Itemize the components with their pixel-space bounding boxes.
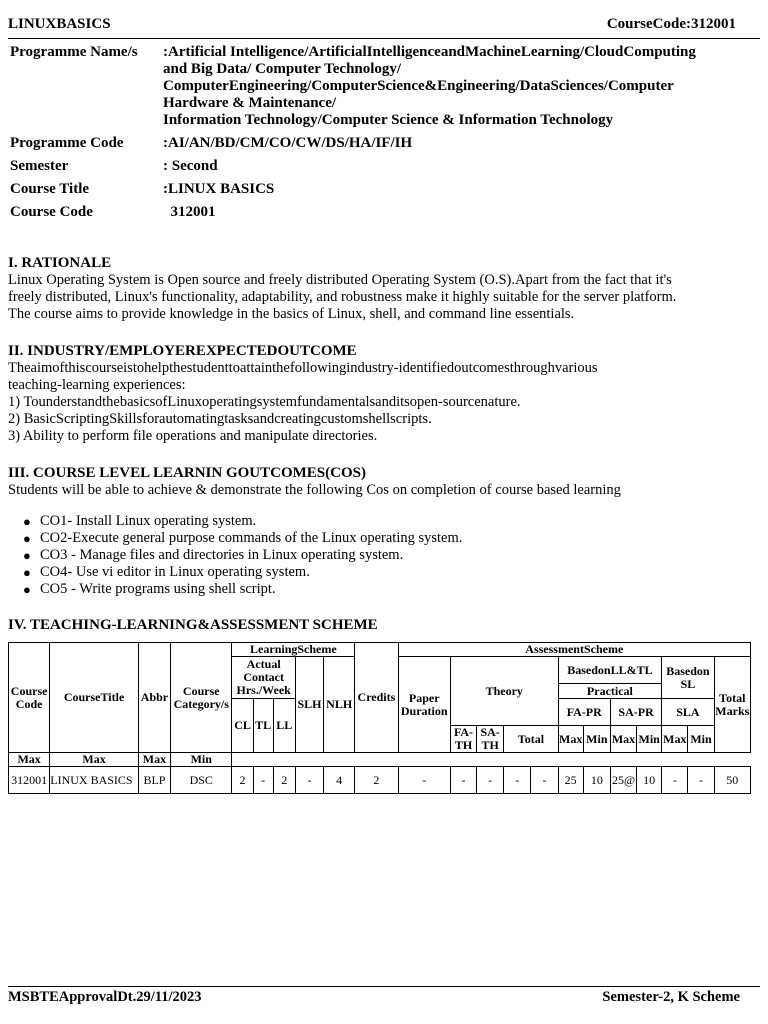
cell-sa-th-max: -	[477, 767, 504, 794]
info-value-line: and Big Data/ Computer Technology/	[163, 61, 402, 77]
cell-total-marks: 50	[714, 767, 750, 794]
cell-code: 312001	[9, 767, 50, 794]
th-abbr: Abbr	[138, 643, 170, 753]
outcomes-list	[8, 513, 760, 598]
section-heading: I. RATIONALE	[8, 255, 112, 271]
course-outcomes-section	[8, 465, 760, 598]
bullet-icon: ●	[23, 548, 31, 563]
table-header-row	[9, 753, 751, 767]
th-max: Max	[138, 753, 170, 767]
info-value-line: Information Technology/Computer Science & Information Technology	[163, 112, 614, 128]
th-fa-pr: FA-PR	[558, 699, 610, 726]
info-row-programme-code	[10, 135, 760, 158]
th-course-title: CourseTitle	[50, 643, 139, 753]
cell-tl: -	[253, 767, 273, 794]
th-min: Min	[583, 726, 610, 753]
header-course-code: CourseCode:312001	[606, 16, 736, 32]
industry-outcome-section	[8, 343, 760, 445]
th-max: Max	[610, 726, 636, 753]
footer-semester: Semester-2, K Scheme	[602, 989, 740, 1005]
scheme-section	[8, 617, 760, 634]
cell-credits: 2	[355, 767, 398, 794]
page-header	[8, 16, 760, 39]
rationale-section	[8, 255, 760, 323]
th-max: Max	[558, 726, 583, 753]
th-sla: SLA	[662, 699, 714, 726]
info-row-course-title	[10, 181, 760, 204]
bullet-icon: ●	[23, 565, 31, 580]
industry-line: teaching-learning experiences:	[8, 377, 186, 393]
industry-line: 1) TounderstandthebasicsofLinuxoperatingsystemfundamentalsanditsopen-sourcenature.	[8, 394, 521, 410]
th-min: Min	[637, 726, 662, 753]
th-tl: TL	[253, 699, 273, 753]
info-value: : Second	[163, 158, 218, 174]
bullet-icon: ●	[23, 514, 31, 529]
cell-sla-min: -	[688, 767, 714, 794]
rationale-line: freely distributed, Linux's functionality, adaptability, and robustness make it highly suitable for the server platform.	[8, 289, 677, 305]
cell-total-min: -	[531, 767, 558, 794]
th-paper-duration: Paper Duration	[398, 657, 450, 753]
cell-title: LINUX BASICS	[50, 767, 139, 794]
cell-slh: -	[295, 767, 323, 794]
th-max: Max	[662, 726, 688, 753]
cell-category: DSC	[171, 767, 232, 794]
cell-abbr: BLP	[138, 767, 170, 794]
industry-line: 2) BasicScriptingSkillsforautomatingtasksandcreatingcustomshellscripts.	[8, 411, 432, 427]
cell-cl: 2	[232, 767, 253, 794]
info-label: Course Code	[10, 204, 93, 220]
th-theory: Theory	[450, 657, 558, 726]
th-min: Min	[688, 726, 714, 753]
section-heading: II. INDUSTRY/EMPLOYEREXPECTEDOUTCOME	[8, 343, 357, 359]
th-max: Max	[50, 753, 139, 767]
info-value: :LINUX BASICS	[163, 181, 275, 197]
cell-paper: -	[398, 767, 450, 794]
table-row	[9, 767, 751, 794]
info-label: Semester	[10, 158, 69, 174]
cell-ll: 2	[273, 767, 295, 794]
footer-approval-date: MSBTEApprovalDt.29/11/2023	[8, 989, 202, 1005]
info-value-line: Hardware & Maintenance/	[163, 95, 337, 111]
cell-fa-th-max: -	[450, 767, 476, 794]
th-credits: Credits	[355, 643, 398, 753]
th-nlh: NLH	[324, 657, 355, 753]
rationale-line: Linux Operating System is Open source and freely distributed Operating System (O.S).Apart from the fact that it's	[8, 272, 672, 288]
info-value-line: :Artificial Intelligence/ArtificialIntelligenceandMachineLearning/CloudComputing	[163, 44, 696, 60]
info-label: Course Title	[10, 181, 90, 197]
cell-fa-pr-min: 10	[583, 767, 610, 794]
header-course-name: LINUXBASICS	[8, 16, 111, 32]
industry-line: Theaimofthiscourseistohelpthestudenttoattainthefollowingindustry-identifiedoutcomesthroughvarious	[8, 360, 598, 376]
bullet-icon: ●	[23, 531, 31, 546]
rationale-line: The course aims to provide knowledge in the basics of Linux, shell, and command line essentials.	[8, 306, 575, 322]
info-value-line: ComputerEngineering/ComputerScience&Engineering/DataSciences/Computer	[163, 78, 674, 94]
th-course-code: Course Code	[9, 643, 50, 753]
th-based-sl: Basedon SL	[662, 657, 714, 699]
bullet-icon: ●	[23, 582, 31, 597]
info-row-course-code	[10, 204, 760, 227]
cell-nlh: 4	[324, 767, 355, 794]
info-label: Programme Name/s	[10, 44, 138, 60]
list-item: ● CO3 - Manage files and directories in Linux operating system.	[23, 547, 404, 563]
th-practical: Practical	[558, 684, 662, 699]
th-min: Min	[171, 753, 232, 767]
th-learning-scheme: LearningScheme	[232, 643, 355, 657]
page-footer	[8, 986, 760, 1007]
info-value: 312001	[163, 204, 216, 220]
course-info-table	[10, 44, 760, 227]
table-header-row	[9, 643, 751, 657]
th-assessment-scheme: AssessmentScheme	[398, 643, 750, 657]
th-based-ll-tl: BasedonLL&TL	[558, 657, 662, 684]
th-cl: CL	[232, 699, 253, 753]
th-fa-th: FA-TH	[450, 726, 476, 753]
th-actual-contact: Actual Contact Hrs./Week	[232, 657, 295, 699]
industry-line: 3) Ability to perform file operations and manipulate directories.	[8, 428, 378, 444]
th-ll: LL	[273, 699, 295, 753]
th-max: Max	[9, 753, 50, 767]
section-heading: III. COURSE LEVEL LEARNIN GOUTCOMES(COS)	[8, 465, 366, 481]
cell-sa-pr-min: 10	[637, 767, 662, 794]
list-item: ● CO1- Install Linux operating system.	[23, 513, 257, 529]
info-value	[163, 44, 760, 135]
th-sa-th: SA-TH	[477, 726, 504, 753]
outcomes-intro: Students will be able to achieve & demonstrate the following Cos on completion of course based learning	[8, 482, 621, 498]
info-row-semester	[10, 158, 760, 181]
cell-total-max: -	[504, 767, 531, 794]
cell-sla-max: -	[662, 767, 688, 794]
th-slh: SLH	[295, 657, 323, 753]
info-label: Programme Code	[10, 135, 124, 151]
cell-fa-pr-max: 25	[558, 767, 583, 794]
th-category: Course Category/s	[171, 643, 232, 753]
list-item: ● CO2-Execute general purpose commands of the Linux operating system.	[23, 530, 463, 546]
th-sa-pr: SA-PR	[610, 699, 661, 726]
info-value: :AI/AN/BD/CM/CO/CW/DS/HA/IF/IH	[163, 135, 413, 151]
teaching-assessment-table	[8, 642, 751, 794]
info-row-programme	[10, 44, 760, 135]
th-total: Total	[504, 726, 558, 753]
th-total-marks: Total Marks	[714, 657, 750, 753]
list-item: ● CO4- Use vi editor in Linux operating system.	[23, 564, 310, 580]
cell-sa-pr-max: 25@	[610, 767, 636, 794]
section-heading: IV. TEACHING-LEARNING&ASSESSMENT SCHEME	[8, 617, 378, 633]
list-item: ● CO5 - Write programs using shell script.	[23, 581, 276, 597]
